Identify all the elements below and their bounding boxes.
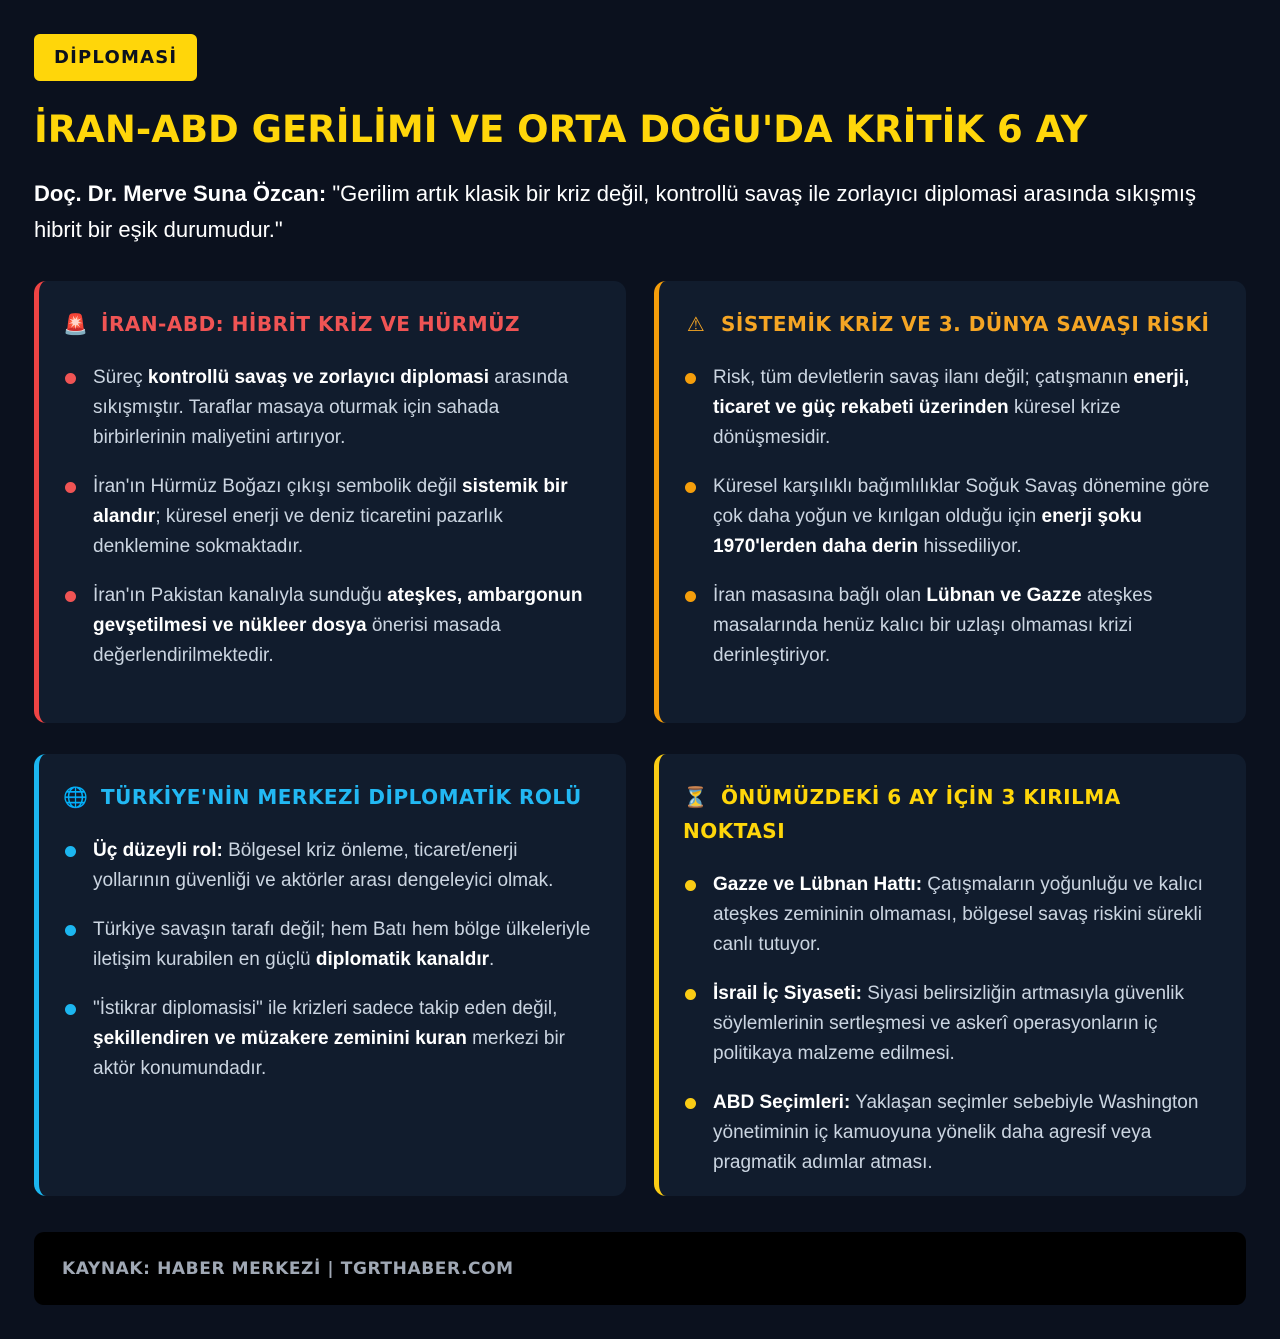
list-item: [683, 870, 1216, 960]
bold-text: İsrail İç Siyaseti:: [713, 983, 862, 1004]
card-turkiye-rolu: [34, 754, 626, 1196]
bullet-dot: [65, 925, 76, 936]
card-title-text: İRAN-ABD: HİBRİT KRİZ VE HÜRMÜZ: [101, 312, 520, 336]
item-text: İran'ın Pakistan kanalıyla sunduğu: [93, 585, 388, 606]
card-title-text: TÜRKİYE'NİN MERKEZİ DİPLOMATİK ROLÜ: [101, 785, 582, 809]
item-text: İran masasına bağlı olan: [713, 585, 927, 606]
bold-text: enerji şoku 1970'lerden daha derin: [713, 506, 1142, 557]
item-text: .: [489, 949, 495, 970]
card-title-text: ÖNÜMÜZDEKİ 6 AY İÇİN 3 KIRILMA NOKTASI: [683, 785, 1121, 843]
item-text: "İstikrar diplomasisi" ile krizleri sadece takip eden değil,: [93, 998, 558, 1019]
bullet-dot: [685, 591, 696, 602]
card-title: [683, 307, 1216, 341]
bold-text: enerji, ticaret ve güç rekabeti üzerinden: [713, 367, 1190, 418]
alarm-light-icon: 🚨: [63, 312, 89, 336]
globe-icon: 🌐: [63, 785, 89, 809]
bold-text: şekillendiren ve müzakere zeminini kuran: [93, 1028, 467, 1049]
item-text: arasında sıkışmıştır. Taraflar masaya oturmak için sahada birbirlerinin maliyetini artırıyor.: [93, 367, 569, 448]
bullet-dot: [685, 482, 696, 493]
item-text: Yaklaşan seçimler sebebiyle Washington yönetiminin iç kamuoyuna yönelik daha agresif veya pragmatik adımlar atması.: [713, 1092, 1199, 1173]
intro-quote: [34, 176, 1224, 248]
item-text: merkezi bir aktör konumundadır.: [93, 1028, 566, 1079]
bold-text: Gazze ve Lübnan Hattı:: [713, 874, 923, 895]
list-item: [683, 472, 1216, 562]
item-text: Küresel karşılıklı bağımlılıklar Soğuk Savaş dönemine göre çok daha yoğun ve kırılgan olduğu için: [713, 476, 1210, 527]
bullet-dot: [65, 846, 76, 857]
card-title: [683, 780, 1216, 848]
list-item: [63, 836, 596, 896]
bold-text: sistemik bir alandır: [93, 476, 568, 527]
item-text: Süreç: [93, 367, 148, 388]
hourglass-icon: ⏳: [683, 785, 709, 809]
bullet-dot: [685, 373, 696, 384]
bold-text: ateşkes, ambargonun gevşetilmesi ve nükleer dosya: [93, 585, 583, 636]
list-item: [63, 994, 596, 1084]
bullet-dot: [65, 373, 76, 384]
card-kirilma-noktalari: [654, 754, 1246, 1196]
item-text: hissediliyor.: [918, 536, 1022, 557]
bold-text: kontrollü savaş ve zorlayıcı diplomasi: [147, 367, 489, 388]
intro-quote-text: "Gerilim artık klasik bir kriz değil, kontrollü savaş ile zorlayıcı diplomasi arasında sıkışmış hibrit bir eşik durumudur.": [34, 181, 1196, 242]
intro-speaker: Doç. Dr. Merve Suna Özcan:: [34, 181, 327, 206]
list-item: [683, 363, 1216, 453]
bullet-dot: [65, 591, 76, 602]
card-iran-abd: [34, 281, 626, 723]
list-item: [63, 363, 596, 453]
card-title-text: SİSTEMİK KRİZ VE 3. DÜNYA SAVAŞI RİSKİ: [721, 312, 1210, 336]
bullet-dot: [685, 880, 696, 891]
bold-text: ABD Seçimleri:: [713, 1092, 851, 1113]
list-item: [683, 1088, 1216, 1178]
warning-icon: ⚠: [686, 312, 706, 336]
card-title: [63, 780, 596, 814]
list-item: [683, 979, 1216, 1069]
list-item: [683, 581, 1216, 671]
item-text: ateşkes masalarında henüz kalıcı bir uzlaşı olmaması krizi derinleştiriyor.: [713, 585, 1153, 666]
bold-text: Lübnan ve Gazze: [926, 585, 1082, 606]
item-text: önerisi masada değerlendirilmektedir.: [93, 615, 501, 666]
list-item: [63, 581, 596, 671]
bullet-dot: [685, 989, 696, 1000]
item-text: Çatışmaların yoğunluğu ve kalıcı ateşkes zemininin olmaması, bölgesel savaş riskini sürekli canlı tutuyor.: [713, 874, 1203, 955]
list-item: [63, 472, 596, 562]
list-item: [63, 915, 596, 975]
item-text: Türkiye savaşın tarafı değil; hem Batı hem bölge ülkeleriyle iletişim kurabilen en güçlü: [93, 919, 591, 970]
category-badge: DİPLOMASİ: [34, 34, 197, 81]
card-title: [63, 307, 596, 341]
page-title: İRAN-ABD GERİLİMİ VE ORTA DOĞU'DA KRİTİK 6 AY: [34, 108, 1088, 151]
bold-text: diplomatik kanaldır: [315, 949, 489, 970]
bold-text: Üç düzeyli rol:: [93, 840, 223, 861]
card-list: [683, 870, 1216, 1178]
card-list: [683, 363, 1216, 671]
bullet-dot: [65, 482, 76, 493]
bullet-dot: [685, 1098, 696, 1109]
item-text: küresel krize dönüşmesidir.: [713, 397, 1121, 448]
card-list: [63, 836, 596, 1084]
item-text: ; küresel enerji ve deniz ticaretini pazarlık denklemine sokmaktadır.: [93, 506, 503, 557]
bullet-dot: [65, 1004, 76, 1015]
item-text: Risk, tüm devletlerin savaş ilanı değil; çatışmanın: [713, 367, 1134, 388]
item-text: Siyasi belirsizliğin artmasıyla güvenlik söylemlerinin sertleşmesi ve askerî operasyonların iç politikaya malzeme edilmesi.: [713, 983, 1184, 1064]
item-text: Bölgesel kriz önleme, ticaret/enerji yollarının güvenliği ve aktörler arası dengeleyici olmak.: [93, 840, 554, 891]
card-sistemik-kriz: [654, 281, 1246, 723]
source-footer: KAYNAK: HABER MERKEZİ | TGRTHABER.COM: [34, 1232, 1246, 1305]
item-text: İran'ın Hürmüz Boğazı çıkışı sembolik değil: [93, 476, 462, 497]
card-list: [63, 363, 596, 671]
